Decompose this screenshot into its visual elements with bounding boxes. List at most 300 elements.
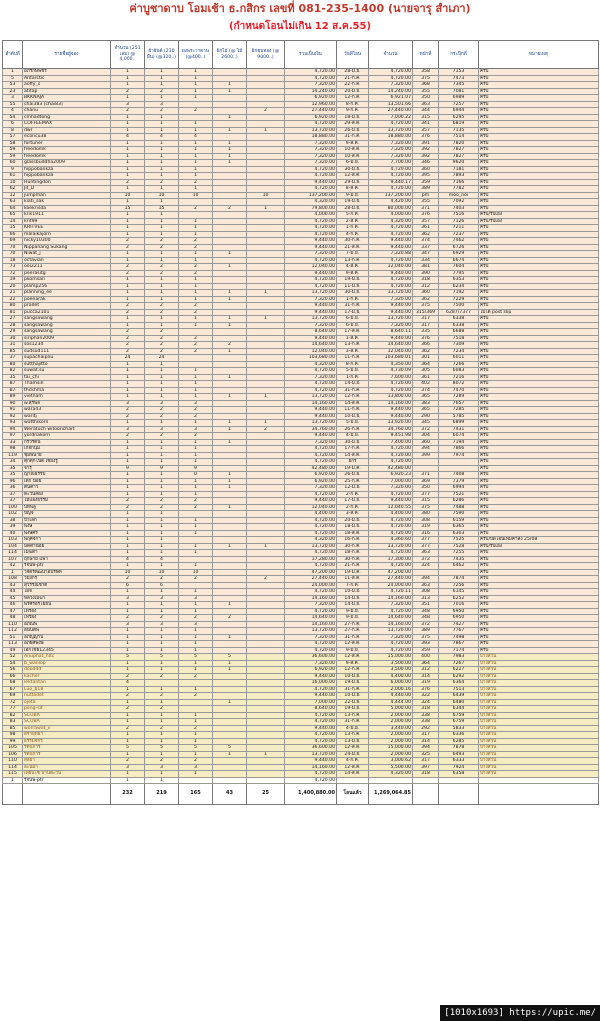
table-cell: 1 — [111, 628, 145, 635]
table-cell: 4,360.60 — [369, 537, 413, 544]
table-cell: 1 — [145, 751, 179, 758]
table-cell: ครบ — [479, 335, 599, 342]
table-cell: BKKNAJA — [23, 95, 111, 102]
table-cell: 7234 — [439, 348, 479, 355]
table-cell: 7657 — [439, 400, 479, 407]
table-cell: 376 — [413, 686, 439, 693]
table-cell: 7974 — [439, 452, 479, 459]
table-cell: poenarak — [23, 296, 111, 303]
table-cell: ครบ — [479, 433, 599, 440]
table-cell: 5-ก.ค. — [337, 212, 369, 219]
table-cell: 137,200.00 — [369, 192, 413, 199]
table-cell: 4,350.00 — [369, 361, 413, 368]
table-cell: 4,420.00 — [369, 199, 413, 206]
table-cell: 21-ก.ค. — [337, 563, 369, 570]
table-cell: 4,720.00 — [285, 446, 337, 453]
table-cell: กรวีรัตน์ — [23, 439, 111, 446]
table-cell: 6295 — [439, 114, 479, 121]
table-cell: 5 — [179, 745, 213, 752]
table-cell: 9-ส.ค. — [337, 660, 369, 667]
table-cell: 18-ส.ค. — [337, 530, 369, 537]
table-cell: 12,040.00 — [285, 504, 337, 511]
table-cell: 2 — [145, 725, 179, 732]
table-cell: 7,320.00 — [285, 439, 337, 446]
table-cell: 35 — [3, 472, 23, 479]
table-cell: 1 — [179, 686, 213, 693]
table-cell: 2 — [145, 348, 179, 355]
table-cell: 13,720.00 — [285, 751, 337, 758]
table-cell: 3 — [179, 400, 213, 407]
table-cell: 31-ก.ค. — [337, 387, 369, 394]
total-gold: 25 — [247, 784, 285, 805]
table-cell: เอกไชย12345 — [23, 647, 111, 654]
table-cell: ครบ — [479, 647, 599, 654]
table-cell: 1 — [111, 712, 145, 719]
table-cell: ครบ — [479, 400, 599, 407]
table-cell: 7,600.00 — [369, 374, 413, 381]
table-cell: ตรายุทธา — [23, 732, 111, 739]
table-cell: 1 — [111, 478, 145, 485]
table-cell: บางส่วน — [479, 693, 599, 700]
table-cell: เฟร่อง — [23, 608, 111, 615]
table-cell: 17,300.00 — [369, 556, 413, 563]
table-cell: 3 — [3, 95, 23, 102]
table-cell: 2 — [111, 88, 145, 95]
table-cell: 90 — [3, 400, 23, 407]
table-cell: pong-sit — [23, 706, 111, 713]
table-cell: 23 — [3, 88, 23, 95]
table-cell: ครบ — [479, 582, 599, 589]
table-cell: 1 — [179, 218, 213, 225]
table-cell: ครบ — [479, 563, 599, 570]
table-cell: 9,440.00 — [285, 309, 337, 316]
table-cell: 2,000.00 — [369, 751, 413, 758]
table-cell: 2 — [145, 706, 179, 713]
table-cell: 4-ก.ค. — [337, 758, 369, 765]
table-cell: ครบ — [479, 251, 599, 258]
table-cell: 7229 — [439, 296, 479, 303]
table-cell: 4,720.00 — [285, 517, 337, 524]
table-cell: 7,320.00 — [369, 322, 413, 329]
table-cell: 1 — [111, 751, 145, 758]
table-cell: 1 — [145, 452, 179, 459]
table-cell: 2 — [145, 335, 179, 342]
table-cell: 1 — [111, 608, 145, 615]
table-cell: 4,440.00 — [369, 693, 413, 700]
table-cell: 13,720.00 — [369, 127, 413, 134]
table-cell: 1 — [111, 225, 145, 232]
table-cell: 7462 — [439, 238, 479, 245]
table-cell: 4,720.00 — [285, 166, 337, 173]
table-cell: 7092 — [439, 199, 479, 206]
table-cell: 1 — [179, 485, 213, 492]
table-cell: 6365 — [439, 524, 479, 531]
table-cell: 4,720.00 — [369, 517, 413, 524]
table-cell: บางส่วน — [479, 745, 599, 752]
table-cell: 366 — [413, 342, 439, 349]
table-cell: 102 — [3, 511, 23, 518]
table-cell: บางส่วน — [479, 712, 599, 719]
table-cell: 1 — [111, 147, 145, 154]
table-cell: 30-มิ.ย. — [337, 439, 369, 446]
table-cell: 27-ก.ค. — [337, 621, 369, 628]
table-cell: supachaipnu — [23, 355, 111, 362]
table-cell: 392 — [413, 153, 439, 160]
table-cell: 1 — [247, 205, 285, 212]
table-cell: 316 — [413, 530, 439, 537]
table-cell: 1 — [145, 738, 179, 745]
table-cell: 1 — [145, 537, 179, 544]
table-cell: 1 — [179, 452, 213, 459]
table-cell: 360 — [413, 166, 439, 173]
table-cell: 4,720.00 — [285, 777, 337, 784]
table-cell: 24 — [111, 355, 145, 362]
table-cell: 14-มิ.ย. — [337, 381, 369, 388]
table-cell: hippobankza — [23, 173, 111, 180]
table-cell: 1 — [213, 114, 247, 121]
table-cell: 390 — [413, 270, 439, 277]
table-cell: 2 — [145, 179, 179, 186]
table-cell: 1 — [179, 316, 213, 323]
table-cell: 93 — [3, 420, 23, 427]
table-cell: อภิณพ — [23, 621, 111, 628]
table-cell: เด็ก น้อย — [23, 478, 111, 485]
table-cell: 1 — [213, 543, 247, 550]
table-cell: 9,440.00 — [369, 309, 413, 316]
column-header: ผงพระวาดาน (@400..) — [179, 41, 213, 69]
table-cell: 2 — [145, 413, 179, 420]
table-cell: 1 — [111, 550, 145, 557]
table-cell: sangsawang — [23, 316, 111, 323]
table-cell: 10 — [3, 179, 23, 186]
table-cell: 1 — [145, 394, 179, 401]
table-cell: 4,720.00 — [369, 459, 413, 466]
table-cell: 3-ส.ค. — [337, 348, 369, 355]
table-cell: ครบ — [479, 530, 599, 537]
table-cell: 1 — [213, 82, 247, 89]
table-cell: 1 — [179, 160, 213, 167]
table-cell: เฟร่อง — [23, 615, 111, 622]
table-cell: 4,720.00 — [369, 69, 413, 76]
table-cell: ครบ — [479, 303, 599, 310]
table-cell: 1 — [247, 751, 285, 758]
table-cell: 34,760.00 — [369, 426, 413, 433]
table-cell: ครบ — [479, 439, 599, 446]
table-cell: 6,920.00 — [285, 472, 337, 479]
table-cell: 4-มิ.ย. — [337, 433, 369, 440]
column-header: ฝักชุบทอง (@ 9000..) — [247, 41, 285, 69]
table-cell: 338 — [413, 719, 439, 726]
table-cell: 1 — [145, 160, 179, 167]
table-cell: 2 — [179, 238, 213, 245]
table-cell: 73 — [3, 264, 23, 271]
table-cell: 7,400.00 — [369, 439, 413, 446]
table-cell: 1 — [213, 153, 247, 160]
table-cell: 1 — [213, 147, 247, 154]
table-cell: ครบ — [479, 556, 599, 563]
table-cell: 1 — [213, 322, 247, 329]
table-cell: 59 — [3, 147, 23, 154]
table-cell: ครบ — [479, 82, 599, 89]
table-cell: 0 — [179, 472, 213, 479]
table-cell: vietnam — [23, 394, 111, 401]
table-cell: 36,600.00 — [285, 745, 337, 752]
table-cell: 6759 — [439, 712, 479, 719]
table-cell: 9 — [179, 465, 213, 472]
table-cell: 4,720.00 — [285, 563, 337, 570]
table-cell: 43 — [3, 582, 23, 589]
table-cell: 19-มิ.ย. — [337, 199, 369, 206]
table-cell: 2 — [145, 264, 179, 271]
table-cell: 4,720.00 — [369, 550, 413, 557]
table-cell: sos1234 — [23, 342, 111, 349]
table-cell: 380 — [413, 511, 439, 518]
table-cell: Niwat_j — [23, 251, 111, 258]
table-cell: 1 — [179, 530, 213, 537]
table-cell: 1 — [179, 173, 213, 180]
table-cell: 7604 — [439, 264, 479, 271]
table-cell: 6,920.00 — [285, 114, 337, 121]
table-cell: 7,320.00 — [285, 251, 337, 258]
table-cell: บางส่วน — [479, 751, 599, 758]
table-cell: 34,760.00 — [285, 426, 337, 433]
table-cell: 1 — [145, 316, 179, 323]
table-cell: aoffy_s — [23, 82, 111, 89]
table-cell: ครบ — [479, 75, 599, 82]
table-cell: 8-ก.ค. — [337, 101, 369, 108]
column-header: หน้าที่ — [413, 41, 439, 69]
table-cell: 9-มิ.ย. — [337, 608, 369, 615]
table-cell: 7488 — [439, 504, 479, 511]
table-cell: 6074 — [439, 433, 479, 440]
table-cell: 1 — [213, 290, 247, 297]
table-cell: 1 — [247, 127, 285, 134]
table-cell: 1 — [179, 368, 213, 375]
table-cell: ป้าเล็ก — [23, 517, 111, 524]
table-cell: 4,720.00 — [285, 608, 337, 615]
table-cell: watthikorn — [23, 420, 111, 427]
table-cell: ปัญจ — [23, 511, 111, 518]
page-title: ค่าบูชาดาบ โอมเช้า ธ.กสิกร เลขที่ 081-235-1400 (นายจารุ สำเภา) — [129, 2, 471, 15]
table-cell: 19-ม.ค. — [337, 569, 369, 576]
table-cell: 2 — [145, 88, 179, 95]
table-cell: 357 — [413, 127, 439, 134]
table-cell: 6480 — [439, 699, 479, 706]
table-cell: 16,000.00 — [285, 680, 337, 687]
column-header: ผ้ายันต์ (230 ผืน) (@320..) — [145, 41, 179, 69]
table-cell: 1 — [145, 686, 179, 693]
table-cell: 12,040.00 — [369, 264, 413, 271]
table-cell: 14 — [3, 218, 23, 225]
table-cell: 29-ส.ค. — [337, 121, 369, 128]
table-cell: 2 — [111, 108, 145, 115]
table-cell: 1 — [179, 524, 213, 531]
table-cell: 314 — [413, 738, 439, 745]
table-cell: 1 — [145, 530, 179, 537]
table-cell: 360 — [413, 290, 439, 297]
table-cell: 4,320.00 — [369, 771, 413, 778]
table-cell: 42,480.00 — [369, 465, 413, 472]
table-cell: 2,000.00 — [369, 712, 413, 719]
table-cell: 7500 — [439, 303, 479, 310]
table-cell: 2 — [179, 264, 213, 271]
table-cell: ครบ — [479, 602, 599, 609]
table-cell: 10 — [179, 192, 213, 199]
table-cell: 1 — [213, 634, 247, 641]
table-cell: 1 — [3, 777, 23, 784]
table-cell: 7820 — [439, 140, 479, 147]
table-cell: 9,451.98 — [369, 433, 413, 440]
table-cell: 6688 — [439, 329, 479, 336]
table-cell: 7,320.00 — [285, 82, 337, 89]
table-cell: 8,640.11 — [369, 329, 413, 336]
table-cell: ครบ — [479, 361, 599, 368]
table-cell: 1 — [3, 569, 23, 576]
table-cell: ครบ/รับเอง — [479, 212, 599, 219]
table-cell: 55 — [3, 101, 23, 108]
table-cell: thckhma — [23, 387, 111, 394]
table-cell: 26-มิ.ย. — [337, 472, 369, 479]
table-cell: sangsawang — [23, 322, 111, 329]
table-cell: 47,200.00 — [285, 569, 337, 576]
table-cell: 7266 — [439, 361, 479, 368]
table-cell: 4-มิ.ย. — [337, 725, 369, 732]
table-cell: 4,720.00 — [285, 368, 337, 375]
table-cell: 389 — [413, 186, 439, 193]
table-cell: 4,720.00 — [369, 530, 413, 537]
table-cell: 2 — [179, 615, 213, 622]
table-cell: 11-ส.ค. — [337, 576, 369, 583]
table-cell: ครบ — [479, 595, 599, 602]
table-cell: 14,640.00 — [369, 615, 413, 622]
table-cell: 4,720.00 — [285, 218, 337, 225]
table-cell: 4,720.00 — [369, 387, 413, 394]
table-cell: 5 — [111, 654, 145, 661]
table-cell: ครบ — [479, 108, 599, 115]
table-cell: 6159 — [439, 517, 479, 524]
table-cell: ครบ — [479, 173, 599, 180]
table-cell: 5 — [213, 654, 247, 661]
table-cell: chanu — [23, 108, 111, 115]
column-header: กระปุ๊กที่ — [439, 41, 479, 69]
table-cell: ครบ — [479, 231, 599, 238]
table-cell: บางส่วน — [479, 706, 599, 713]
table-cell: 66 — [3, 673, 23, 680]
table-cell: 7435 — [439, 556, 479, 563]
table-cell: 9,440.00 — [369, 303, 413, 310]
table-cell: 2 — [111, 725, 145, 732]
table-cell: 341 — [413, 121, 439, 128]
table-cell: รจนพ-ptr — [23, 777, 111, 784]
table-cell: อภิรักษ์พชร — [23, 69, 111, 76]
table-cell: 12,040.00 — [285, 264, 337, 271]
table-cell: หลวงเมฆา — [23, 595, 111, 602]
table-cell: 1 — [111, 173, 145, 180]
table-cell: 1 — [111, 777, 145, 784]
table-cell: 1 — [145, 712, 179, 719]
table-cell: 1 — [145, 550, 179, 557]
table-cell: 1 — [145, 459, 179, 466]
table-cell: 62 — [3, 186, 23, 193]
table-cell: ไม่ได้ post slip — [479, 309, 599, 316]
table-cell: 9,440.00 — [285, 413, 337, 420]
table-cell: 1 — [213, 699, 247, 706]
table-cell: 1 — [213, 316, 247, 323]
table-cell: nuttadet — [23, 693, 111, 700]
table-cell: 1 — [145, 127, 179, 134]
column-header: จำนวน (251 เล่ม) @ 4,000.. — [111, 41, 145, 69]
table-cell: 10 — [179, 569, 213, 576]
table-cell: 1 — [179, 69, 213, 76]
table-cell: 4,720.00 — [369, 381, 413, 388]
table-cell: 1 — [145, 212, 179, 219]
table-cell: 1 — [111, 231, 145, 238]
table-cell: 337 — [413, 244, 439, 251]
table-cell: 6285 — [439, 738, 479, 745]
table-cell: 7878 — [439, 745, 479, 752]
table-cell: 35 — [3, 374, 23, 381]
table-cell: 2 — [145, 498, 179, 505]
table-cell: 10 — [111, 569, 145, 576]
table-cell: 13,720.00 — [285, 316, 337, 323]
table-cell: 3 — [111, 426, 145, 433]
table-cell: w.สุรพล — [23, 400, 111, 407]
table-cell: 324 — [413, 699, 439, 706]
table-cell: 2 — [179, 303, 213, 310]
table-cell: 10 — [145, 569, 179, 576]
table-cell: 13,720.00 — [285, 420, 337, 427]
table-cell: 1 — [111, 491, 145, 498]
table-cell: 1 — [111, 446, 145, 453]
table-cell: 6-มิ.ย. — [337, 160, 369, 167]
table-cell: 1 — [179, 719, 213, 726]
table-cell: 301 — [413, 355, 439, 362]
table-cell: moo_noi — [439, 192, 479, 199]
table-cell: 18,880.00 — [285, 134, 337, 141]
table-cell: 1 — [145, 771, 179, 778]
table-cell: 6234 — [439, 283, 479, 290]
table-cell: 14,160.00 — [369, 400, 413, 407]
totals-blank — [439, 784, 479, 805]
table-cell: 4,720.00 — [285, 550, 337, 557]
table-cell: 6493 — [439, 751, 479, 758]
table-cell: 6292 — [439, 673, 479, 680]
total-paid: 1,269,064.85 — [369, 784, 413, 805]
table-cell: 2 — [111, 413, 145, 420]
table-cell: 16-ก.ค. — [337, 537, 369, 544]
table-cell: วิมังกร — [23, 576, 111, 583]
table-cell: 44 — [3, 589, 23, 596]
table-cell: รัตนการ — [23, 751, 111, 758]
table-cell: 4-ก.ค. — [337, 231, 369, 238]
table-cell: 2 — [111, 615, 145, 622]
table-cell: 2 — [179, 504, 213, 511]
table-cell: 4,720.00 — [285, 283, 337, 290]
table-cell: 30-มิ.ย. — [337, 166, 369, 173]
table-cell: 113 — [3, 641, 23, 648]
totals-blank — [23, 784, 111, 805]
table-cell: 7767 — [439, 628, 479, 635]
table-cell: 5,500.00 — [369, 764, 413, 771]
table-cell: 5833 — [439, 725, 479, 732]
table-cell: 42 — [3, 563, 23, 570]
table-cell: 1 — [179, 88, 213, 95]
table-cell: 7516 — [439, 212, 479, 219]
table-cell: 362 — [413, 231, 439, 238]
table-cell: 15 — [111, 205, 145, 212]
table-cell: บทพลู — [23, 504, 111, 511]
table-cell: 57 — [3, 134, 23, 141]
